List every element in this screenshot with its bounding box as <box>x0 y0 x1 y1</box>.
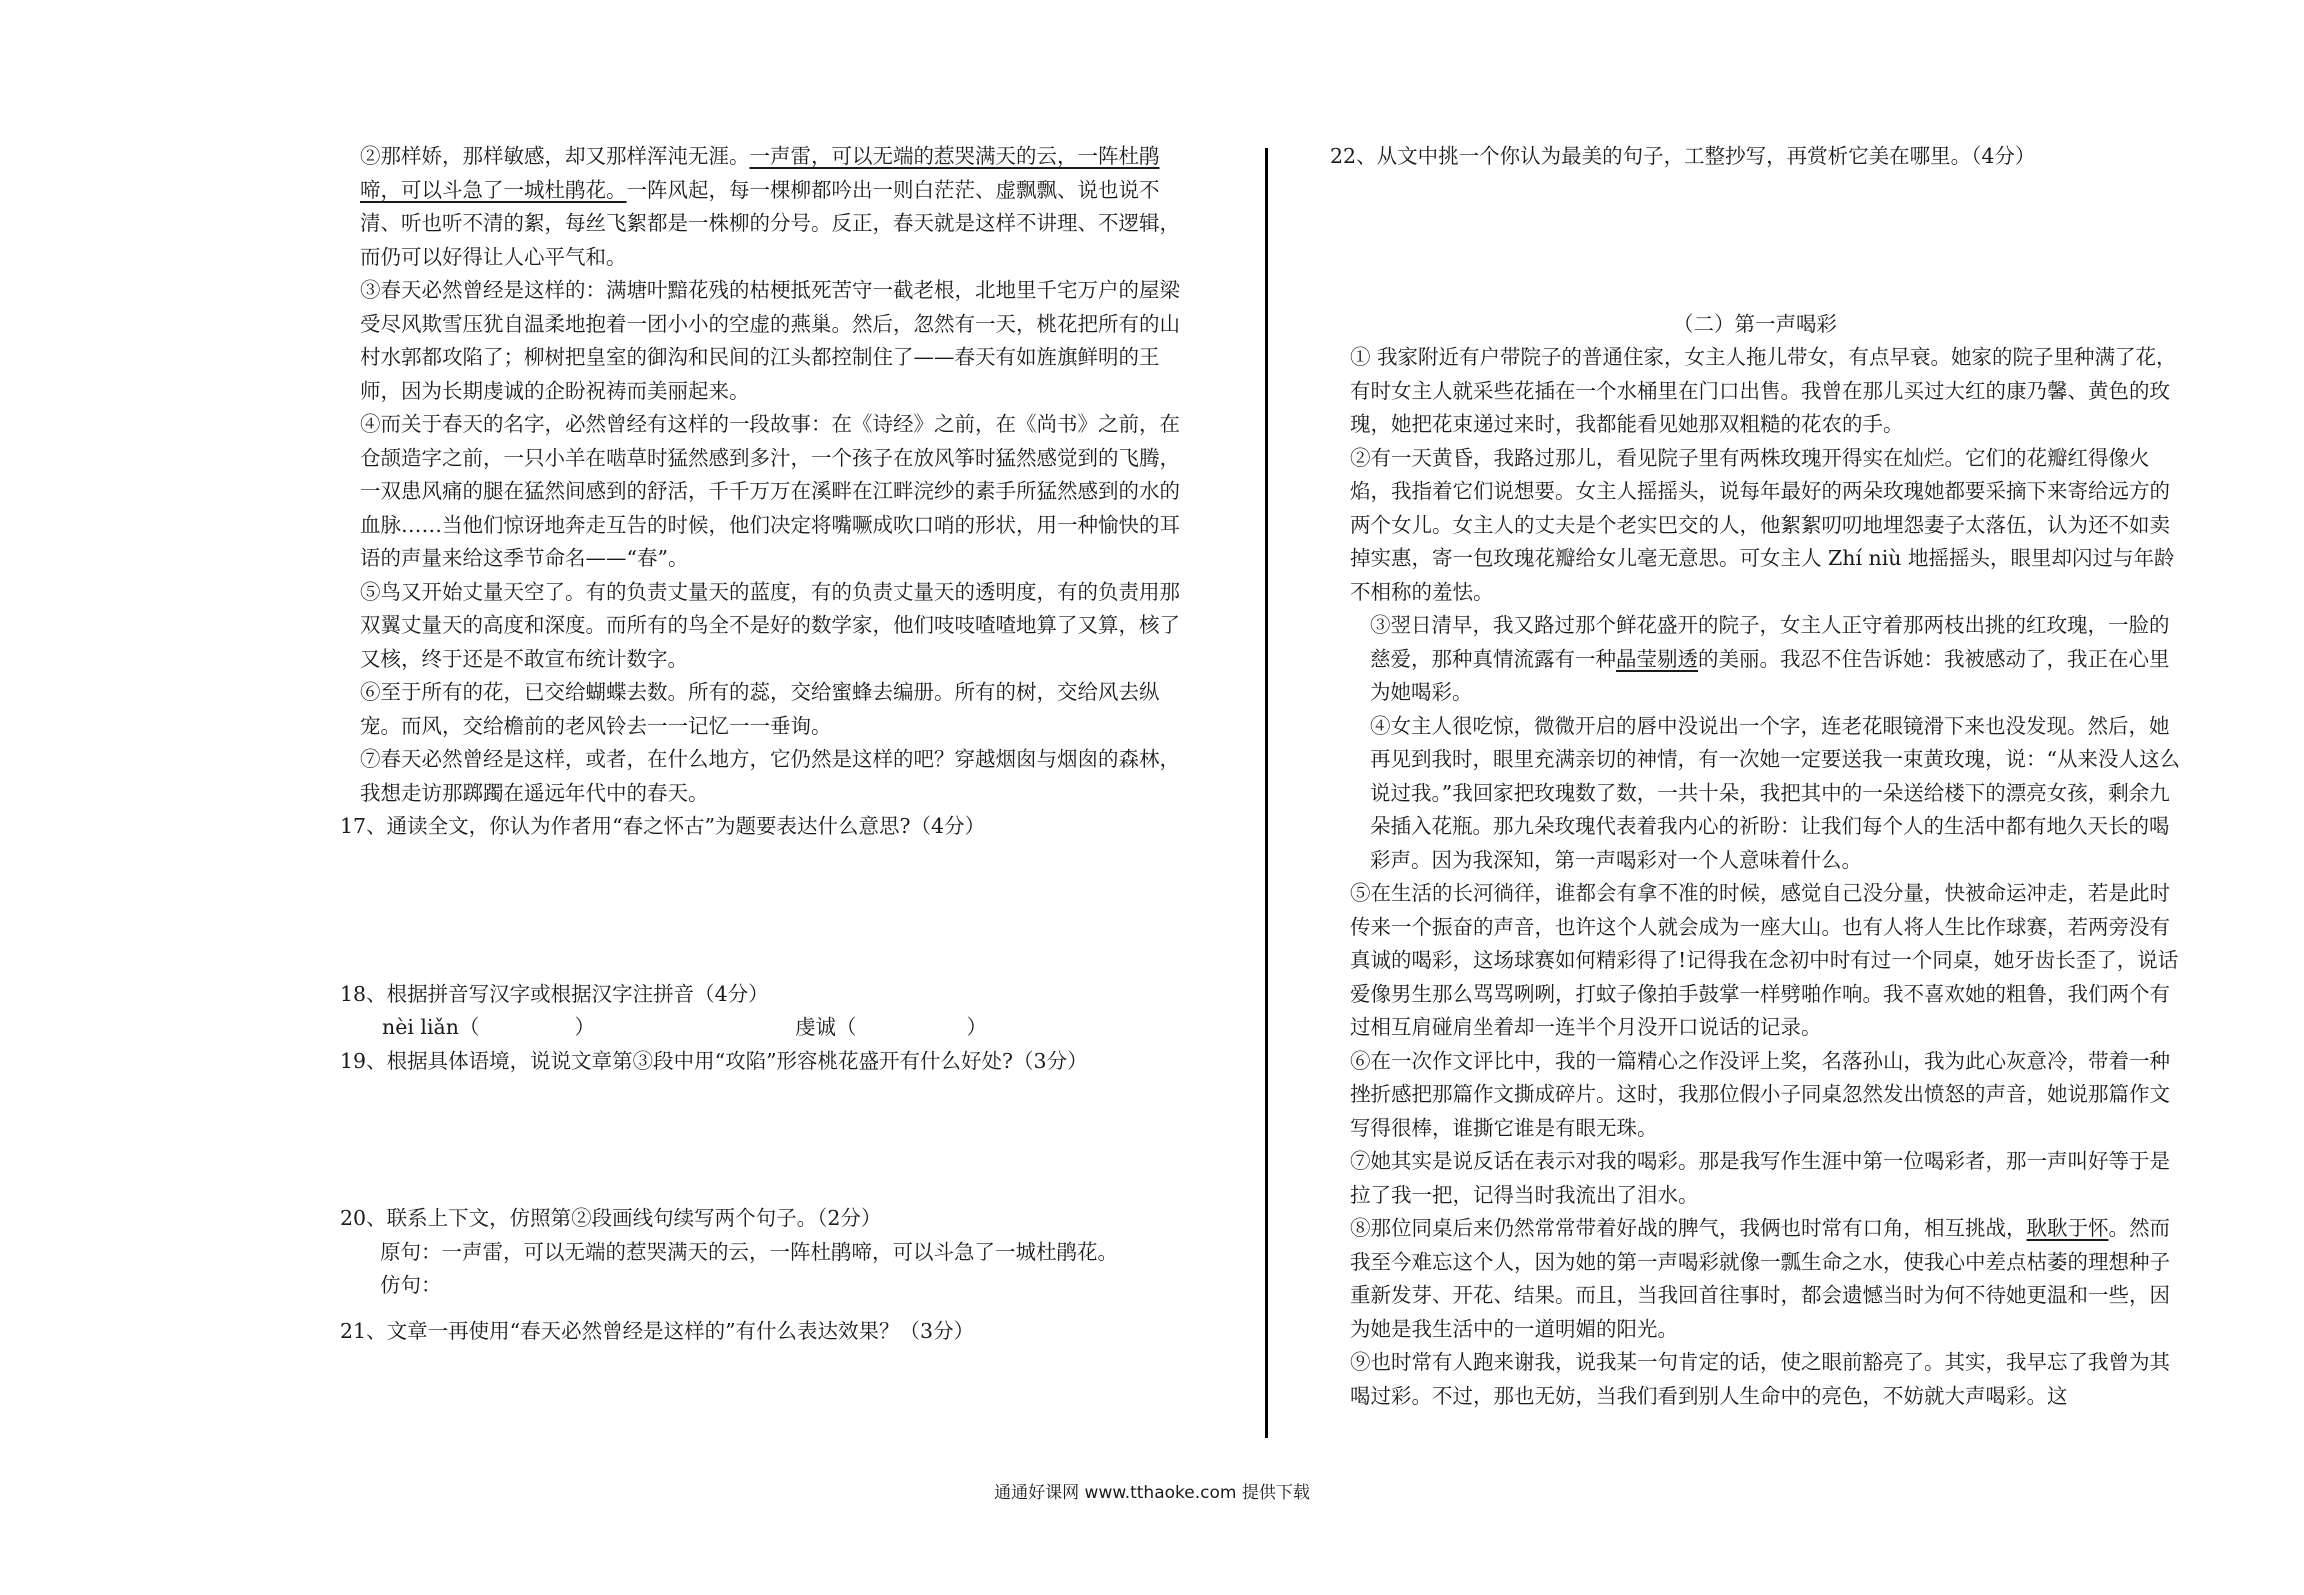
story-paragraph-4: ④女主人很吃惊，微微开启的唇中没说出一个字，连老花眼镜滑下来也没发现。然后，她再见到我时，眼里充满亲切的神情，有一次她一定要送我一束黄玫瑰，说：“从来没人这么说过我。”我回家把玫瑰数了数，一共十朵，我把其中的一朵送给楼下的漂亮女孩，剩余九朵插入花瓶。那九朵玫瑰代表着我内心的祈盼：让我们每个人的生活中都有地久天长的喝彩声。因为我深知，第一声喝彩对一个人意味着什么。 <box>1370 713 2180 872</box>
story-paragraph-7: ⑦她其实是说反话在表示对我的喝彩。那是我写作生涯中第一位喝彩者，那一声叫好等于是拉了我一把，记得当时我流出了泪水。 <box>1350 1149 2170 1207</box>
question-22: 22、从文中挑一个你认为最美的句子，工整抄写，再赏析它美在哪里。（4分） <box>1330 144 2036 168</box>
story-paragraph-8-text: ⑧那位同桌后来仍然常常带着好战的脾气，我俩也时常有口角，相互挑战， <box>1350 1216 2027 1240</box>
answer-space-17 <box>340 844 1188 978</box>
story-paragraph-1: ① 我家附近有户带院子的普通住家，女主人拖儿带女，有点早衰。她家的院子里种满了花，有时女主人就采些花插在一个水桶里在门口出售。我曾在那儿买过大红的康乃馨、黄色的玫瑰，她把花束递过来时，我都能看见她那双粗糙的花农的手。 <box>1350 345 2177 436</box>
paragraph-2-text: ②那样娇，那样敏感，却又那样浑沌无涯。 <box>360 144 750 168</box>
question-18: 18、根据拼音写汉字或根据汉字注拼音（4分） <box>340 981 769 1006</box>
right-column <box>1330 140 2180 1413</box>
underlined-word-2: 耿耿于怀 <box>2026 1216 2109 1240</box>
story-paragraph-2: ②有一天黄昏，我路过那儿，看见院子里有两株玫瑰开得实在灿烂。它们的花瓣红得像火焰，我指着它们说想要。女主人摇摇头，说每年最好的两朵玫瑰她都要采摘下来寄给远方的两个女儿。女主人的丈夫是个老实巴交的人，他絮絮叨叨地埋怨妻子太落伍，认为还不如卖掉实惠，寄一包玫瑰花瓣给女儿毫无意思。可女主人 Zhí niù 地摇摇头，眼里却闪过与年龄不相称的羞怯。 <box>1350 445 2175 604</box>
footer-source: 通通好课网 www.tthaoke.com 提供下载 <box>994 1483 1310 1503</box>
story-paragraph-3 <box>1330 609 2180 710</box>
paragraph-2-rest: 一阵风起，每一棵柳都吟出一则白茫茫、虚飘飘、说也说不清、听也听不清的絮，每丝飞絮都是一株柳的分号。反正，春天就是这样不讲理、不逻辑，而仍可以好得让人心平气和。 <box>360 177 1180 269</box>
question-20-original: 原句：一声雷，可以无端的惹哭满天的云，一阵杜鹃啼，可以斗急了一城杜鹃花。 <box>380 1239 1118 1264</box>
question-21: 21、文章一再使用“春天必然曾经是这样的”有什么表达效果？（3分） <box>340 1318 975 1343</box>
question-19: 19、根据具体语境，说说文章第③段中用“攻陷”形容桃花盛开有什么好处?（3分） <box>340 1048 1088 1073</box>
paragraph-6: ⑥至于所有的花，已交给蝴蝶去数。所有的蕊，交给蜜蜂去编册。所有的树，交给风去纵宠。而风，交给檐前的老风铃去一一记忆一一垂询。 <box>360 680 1160 738</box>
section-title: （二）第一声喝彩 <box>1673 311 1837 336</box>
story-paragraph-5: ⑤在生活的长河徜徉，谁都会有拿不准的时候，感觉自己没分量，快被命运冲走，若是此时传来一个振奋的声音，也许这个人就会成为一座大山。也有人将人生比作球赛，若两旁没有真诚的喝彩，这场球赛如何精彩得了!记得我在念初中时有过一个同桌，她牙齿长歪了，说话爱像男生那么骂骂咧咧，打蚊子像拍手鼓掌一样劈啪作响。我不喜欢她的粗鲁，我们两个有过相互肩碰肩坐着却一连半个月没开口说话的记录。 <box>1350 881 2179 1039</box>
answer-space-22 <box>1330 174 2180 308</box>
hanzi-item: 虔诚（ <box>794 1015 857 1039</box>
question-18-items <box>340 1011 1188 1045</box>
question-17: 17、通读全文，你认为作者用“春之怀古”为题要表达什么意思?（4分） <box>340 814 986 838</box>
paragraph-4: ④而关于春天的名字，必然曾经有这样的一段故事：在《诗经》之前，在《尚书》之前，在仓颉造字之前，一只小羊在啮草时猛然感到多汁，一个孩子在放风筝时猛然感觉到的飞腾，一双患风痛的腿在猛然间感到的舒活，千千万万在溪畔在江畔浣纱的素手所猛然感到的水的血脉……当他们惊讶地奔走互告的时候，他们决定将嘴噘成吹口哨的形状，用一种愉快的耳语的声量来给这季节命名——“春”。 <box>360 412 1180 570</box>
paragraph-2 <box>340 140 1188 274</box>
pinyin-close: ） <box>574 1015 595 1039</box>
story-paragraph-9: ⑨也时常有人跑来谢我，说我某一句肯定的话，使之眼前豁亮了。其实，我早忘了我曾为其喝过彩。不过，那也无妨，当我们看到别人生命中的亮色，不妨就大声喝彩。这 <box>1350 1350 2170 1408</box>
question-20-imitate: 仿句： <box>380 1273 442 1297</box>
pinyin-item: nèi liǎn（ <box>382 1015 480 1039</box>
story-paragraph-6: ⑥在一次作文评比中，我的一篇精心之作没评上奖，名落孙山，我为此心灰意冷，带着一种挫折感把那篇作文撕成碎片。这时，我那位假小子同桌忽然发出愤怒的声音，她说那篇作文写得很棒，谁撕它谁是有眼无珠。 <box>1350 1048 2170 1140</box>
underlined-sentence: 一声雷，可以无端的惹哭满天的云，一阵杜鹃啼，可以斗急了一城杜鹃花。 <box>360 144 1160 202</box>
column-divider <box>1265 148 1268 1438</box>
hanzi-close: ） <box>966 1015 987 1039</box>
story-paragraph-8 <box>1330 1212 2180 1346</box>
story-paragraph-3-text: ③翌日清早，我又路过那个鲜花盛开的院子，女主人正守着那两枝出挑的红玫瑰，一脸的慈爱，那种真情流露有一种 <box>1370 613 2170 671</box>
left-column <box>340 140 1188 1348</box>
paragraph-7: ⑦春天必然曾经是这样，或者，在什么地方，它仍然是这样的吧？穿越烟囱与烟囱的森林，我想走访那踯躅在遥远年代中的春天。 <box>360 747 1180 805</box>
underlined-word-1: 晶莹剔透 <box>1616 646 1698 671</box>
question-20: 20、联系上下文，仿照第②段画线句续写两个句子。（2分） <box>340 1206 882 1230</box>
paragraph-3: ③春天必然曾经是这样的：满塘叶黯花残的枯梗抵死苦守一截老根，北地里千宅万户的屋梁受尽风欺雪压犹自温柔地抱着一团小小的空虚的燕巢。然后，忽然有一天，桃花把所有的山村水郭都攻陷了；柳树把皇室的御沟和民间的江头都控制住了——春天有如旌旗鲜明的王师，因为长期虔诚的企盼祝祷而美丽起来。 <box>360 278 1180 403</box>
paragraph-5: ⑤鸟又开始丈量天空了。有的负责丈量天的蓝度，有的负责丈量天的透明度，有的负责用那双翼丈量天的高度和深度。而所有的鸟全不是好的数学家，他们吱吱喳喳地算了又算，核了又核，终于还是不敢宣布统计数字。 <box>360 579 1180 671</box>
answer-space-19 <box>340 1078 1188 1202</box>
story-paragraph-3-rest: 的美丽。我忍不住告诉她：我被感动了，我正在心里为她喝彩。 <box>1370 646 2170 704</box>
story-paragraph-8-rest: 。然而我至今难忘这个人，因为她的第一声喝彩就像一瓢生命之水，使我心中差点枯萎的理想种子重新发芽、开花、结果。而且，当我回首往事时，都会遗憾当时为何不待她更温和一些，因为她是我生活中的一道明媚的阳光。 <box>1350 1216 2170 1341</box>
